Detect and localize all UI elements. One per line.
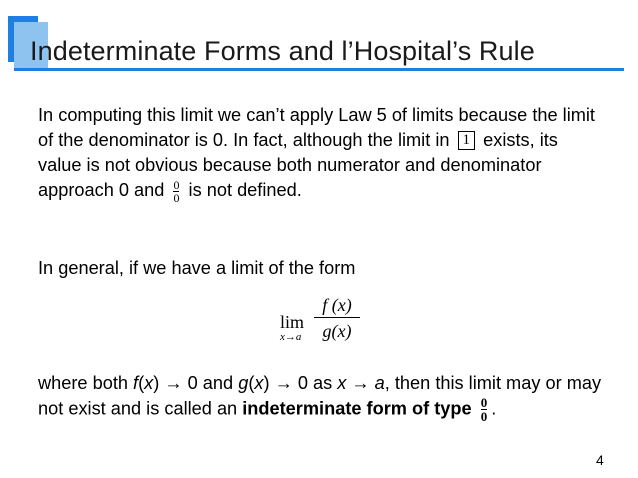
para3-text: → [346,373,375,393]
zero-over-zero-fraction [173,179,179,204]
para1-text-a: In computing this limit we can’t apply Law 5 of limits because the limit of the denominator is 0. In fact, although the limit in [38,105,595,150]
formula-numerator: f (x) [322,295,352,315]
var-f: f [133,373,139,393]
equation-reference-box: 1 [458,131,476,150]
var-x: x [144,373,154,393]
paragraph-limit-explanation [38,103,604,204]
fraction-numerator: 0 [173,177,180,192]
limit-fraction [314,294,360,342]
para3-text: ( [248,373,255,393]
var-g: g [238,373,249,393]
para3-period: . [491,398,497,419]
fraction-denominator: 0 [480,409,488,424]
page-number: 4 [596,452,604,468]
lim-operator: lim [280,312,305,332]
var-x: x [254,373,264,393]
para3-text: ( [138,373,145,393]
slide-title: Indeterminate Forms and l’Hospital’s Rule [30,36,535,66]
paragraph-general-form: In general, if we have a limit of the form [38,258,356,278]
fraction-numerator: 0 [480,395,488,410]
para1-text-b: exists, its value is not obvious because both numerator and denominator approach 0 and [38,130,558,200]
bold-zero-over-zero-fraction [481,396,488,423]
formula-fraction-bar [314,317,360,318]
para1-text-c: is not defined. [188,180,302,200]
var-x: x [337,373,347,393]
paragraph-indeterminate-form [38,371,604,423]
var-a: a [374,373,385,393]
para3-text: ) → 0 and [153,373,239,393]
para3-text: ) → 0 as [263,373,338,393]
formula-denominator: g(x) [322,321,352,341]
indeterminate-form-term: indeterminate form of type [242,398,472,419]
fraction-denominator: 0 [173,190,180,205]
title-underline [14,68,624,71]
para3-text: where both [38,373,134,393]
para3-text: , then this limit may or may not exist and is called an [38,373,602,419]
lim-subscript: x→a [280,331,302,343]
